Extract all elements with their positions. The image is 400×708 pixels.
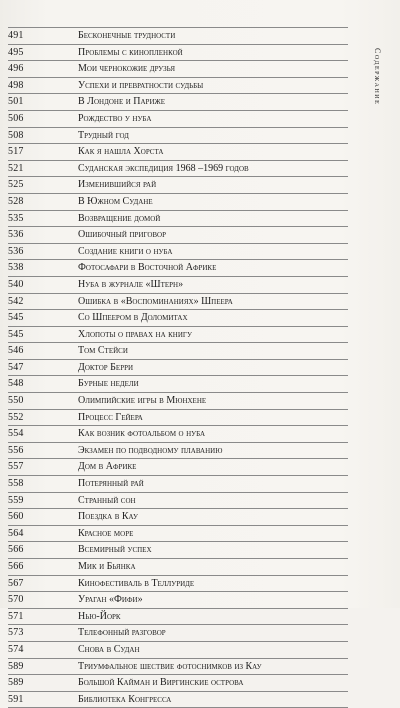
toc-entry — [8, 641, 348, 658]
toc-chapter-title: Всемирный успех — [78, 544, 152, 556]
toc-entry — [8, 226, 348, 243]
toc-page-number: 573 — [8, 627, 24, 639]
toc-page-number: 567 — [8, 577, 24, 589]
toc-entry — [8, 492, 348, 509]
toc-chapter-title: Кинофестиваль в Теллуриде — [78, 577, 195, 589]
toc-chapter-title: Проблемы с кинопленкой — [78, 46, 183, 58]
toc-page-number: 495 — [8, 46, 24, 58]
toc-chapter-title: Нью-Йорк — [78, 610, 121, 622]
toc-page-number: 548 — [8, 378, 24, 390]
toc-page-number: 545 — [8, 312, 24, 324]
toc-chapter-title: Бурные недели — [78, 378, 139, 390]
toc-chapter-title: Ошибка в «Воспоминаниях» Шпеера — [78, 295, 233, 307]
toc-chapter-title: Дом в Африке — [78, 461, 137, 473]
toc-entry — [8, 127, 348, 144]
toc-page-number: 547 — [8, 361, 24, 373]
toc-page-number: 554 — [8, 428, 24, 440]
toc-page-number: 517 — [8, 146, 24, 158]
toc-chapter-title: Со Шпеером в Доломитах — [78, 312, 188, 324]
toc-chapter-title: Фотосафари в Восточной Африке — [78, 262, 217, 274]
toc-entry — [8, 259, 348, 276]
toc-page-number: 589 — [8, 660, 24, 672]
table-of-contents — [8, 27, 348, 708]
toc-entry — [8, 342, 348, 359]
toc-chapter-title: В Южном Судане — [78, 195, 153, 207]
toc-page-number: 536 — [8, 245, 24, 257]
toc-chapter-title: Как я нашла Хорста — [78, 146, 164, 158]
toc-chapter-title: Процесс Гейера — [78, 411, 143, 423]
toc-chapter-title: Мик и Бьянка — [78, 561, 136, 572]
toc-page-number: 501 — [8, 96, 24, 108]
toc-page-number: 535 — [8, 212, 24, 224]
toc-page-number: 566 — [8, 544, 24, 556]
toc-page-number: 546 — [8, 345, 24, 357]
toc-page-number: 566 — [8, 561, 24, 572]
toc-chapter-title: Поездка в Кау — [78, 511, 138, 523]
toc-entry — [8, 359, 348, 376]
toc-entry — [8, 674, 348, 691]
toc-chapter-title: Создание книги о нуба — [78, 245, 173, 257]
toc-page-number: 540 — [8, 278, 24, 290]
toc-chapter-title: Странный сон — [78, 494, 136, 506]
toc-entry — [8, 60, 348, 77]
toc-chapter-title: Библиотека Конгресса — [78, 693, 172, 705]
toc-entry — [8, 193, 348, 210]
toc-chapter-title: Изменившийся рай — [78, 179, 157, 191]
toc-entry — [8, 326, 348, 343]
toc-page-number: 570 — [8, 594, 24, 606]
toc-entry — [8, 508, 348, 525]
toc-entry — [8, 243, 348, 260]
toc-page-number: 556 — [8, 444, 24, 456]
toc-chapter-title: Успехи и превратности судьбы — [78, 79, 204, 91]
toc-entry — [8, 475, 348, 492]
toc-chapter-title: Бесконечные трудности — [78, 30, 176, 41]
toc-chapter-title: Экзамен по подводному плаванию — [78, 444, 223, 456]
toc-page-number: 559 — [8, 494, 24, 506]
toc-page-number: 528 — [8, 195, 24, 207]
toc-page-number: 496 — [8, 63, 24, 75]
toc-page-number: 508 — [8, 129, 24, 141]
toc-page-number: 558 — [8, 478, 24, 490]
section-running-head: Содержание — [373, 48, 382, 106]
toc-chapter-title: Ошибочный приговор — [78, 229, 167, 241]
toc-entry — [8, 77, 348, 94]
toc-chapter-title: Как возник фотоальбом о нуба — [78, 428, 206, 440]
toc-entry — [8, 375, 348, 392]
toc-page-number: 552 — [8, 411, 24, 423]
toc-page-number: 589 — [8, 677, 24, 689]
toc-chapter-title: Том Стейси — [78, 345, 128, 357]
toc-entry — [8, 658, 348, 675]
toc-entry — [8, 27, 348, 44]
toc-entry — [8, 93, 348, 110]
toc-chapter-title: Доктор Берри — [78, 361, 134, 373]
toc-page-number: 571 — [8, 610, 24, 622]
toc-chapter-title: Возвращение домой — [78, 212, 161, 224]
toc-entry — [8, 558, 348, 575]
toc-entry — [8, 525, 348, 542]
toc-page-number: 591 — [8, 693, 24, 705]
toc-page-number: 498 — [8, 79, 24, 91]
toc-page-number: 564 — [8, 527, 24, 539]
toc-page-number: 506 — [8, 112, 24, 124]
toc-chapter-title: Мои чернокожие друзья — [78, 63, 175, 75]
toc-entry — [8, 425, 348, 442]
toc-entry — [8, 110, 348, 127]
toc-page-number: 545 — [8, 328, 24, 340]
toc-chapter-title: Рождество у нуба — [78, 112, 152, 124]
toc-entry — [8, 44, 348, 61]
toc-chapter-title: Большой Кайман и Виргинские острова — [78, 677, 244, 689]
toc-chapter-title: Хлопоты о правах на книгу — [78, 328, 192, 340]
toc-page-number: 491 — [8, 30, 24, 41]
toc-chapter-title: В Лондоне и Париже — [78, 96, 166, 108]
toc-entry — [8, 624, 348, 641]
toc-chapter-title: Телефонный разговор — [78, 627, 166, 639]
toc-chapter-title: Потерянный рай — [78, 478, 144, 490]
toc-entry — [8, 160, 348, 177]
toc-chapter-title: Олимпийские игры в Мюнхене — [78, 395, 207, 407]
toc-chapter-title: Ураган «Фифи» — [78, 594, 143, 606]
toc-entry — [8, 691, 348, 708]
toc-entry — [8, 210, 348, 227]
toc-entry — [8, 575, 348, 592]
toc-entry — [8, 392, 348, 409]
toc-chapter-title: Снова в Судан — [78, 643, 140, 655]
toc-page-number: 574 — [8, 643, 24, 655]
toc-page-number: 536 — [8, 229, 24, 241]
toc-entry — [8, 293, 348, 310]
toc-page-number: 538 — [8, 262, 24, 274]
toc-page-number: 525 — [8, 179, 24, 191]
toc-entry — [8, 608, 348, 625]
toc-entry — [8, 591, 348, 608]
toc-page-number: 560 — [8, 511, 24, 523]
toc-page-number: 542 — [8, 295, 24, 307]
toc-chapter-title: Триумфальное шествие фотоснимков из Кау — [78, 660, 262, 672]
toc-chapter-title: Трудный год — [78, 129, 129, 141]
toc-entry — [8, 541, 348, 558]
toc-chapter-title: Суданская экспедиция 1968 –1969 годов — [78, 162, 249, 174]
toc-chapter-title: Красное море — [78, 527, 134, 539]
toc-entry — [8, 458, 348, 475]
toc-entry — [8, 309, 348, 326]
toc-page-number: 557 — [8, 461, 24, 473]
toc-page-number: 521 — [8, 162, 24, 174]
toc-entry — [8, 143, 348, 160]
toc-entry — [8, 276, 348, 293]
toc-chapter-title: Нуба в журнале «Штерн» — [78, 278, 184, 290]
toc-page-number: 550 — [8, 395, 24, 407]
toc-entry — [8, 409, 348, 426]
toc-entry — [8, 176, 348, 193]
toc-entry — [8, 442, 348, 459]
